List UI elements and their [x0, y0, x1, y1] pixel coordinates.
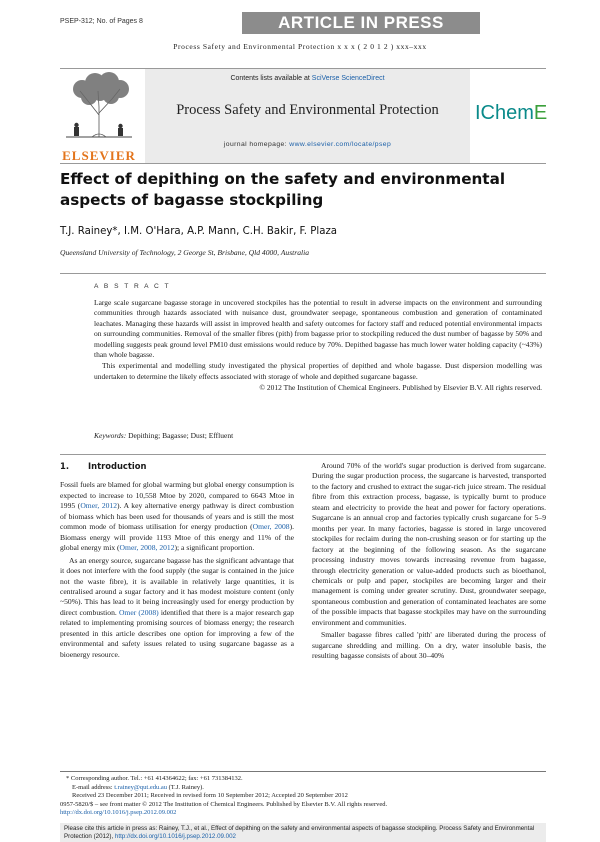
received-dates: Received 23 December 2011; Received in revised form 10 September 2012; Accepted 20 September 2012 — [72, 792, 348, 800]
citation-link[interactable]: Omer, 2012 — [80, 501, 118, 511]
sciencedirect-link[interactable]: SciVerse ScienceDirect — [311, 75, 385, 82]
top-strip — [0, 12, 600, 34]
intro-paragraph-3: Around 70% of the world's sugar production is derived from sugarcane. During the sugar production process, the sugarcane is harvested, transported to the factory and crushed to extract the sugar-rich juice stream. The residual fibre from this extraction process, bagasse, is typically burnt to produce steam and electricity to provide the heat and power for factory operations. Sugarcane is an annual crop and factories typically crush sugarcane for 5–9 months per year. In many factories, bagasse is stored in large uncovered stockpiles for reclaim during the non-crushing season or for starting up the factory at the beginning of the following season. As the sugarcane processing industry moves towards increasing revenue from bagasse, through electricity generation or value-added products such as bioethanol, chemicals or pulp and paper, stockpiles are becoming larger and their management is coming under greater scrutiny. Dust, groundwater seepage, spontaneous combustion and generation of contaminated leachates are some of the possible impacts that bagasse stockpiles may have on the surrounding environment and communities. — [312, 461, 546, 627]
keywords-label: Keywords: — [94, 431, 127, 440]
paper-title: Effect of depithing on the safety and environmental aspects of bagasse stockpiling — [60, 170, 506, 209]
keywords-list: Depithing; Bagasse; Dust; Effluent — [128, 431, 234, 440]
intro-paragraph-2 — [60, 556, 294, 661]
citation-link[interactable]: Omer, 2008 — [252, 522, 290, 532]
contents-prefix: Contents lists available at — [230, 75, 312, 82]
text-run: ). Biomass energy will provide 1193 Mtoe of this energy and 11% of the global energy mix ( — [60, 522, 294, 553]
citation-text: Please cite this article in press as: Rainey, T.J., et al., Effect of depithing on the safety and environmental aspects of bagasse stockpiling. Process Safety and Environmental Protection (2012), — [64, 825, 535, 840]
icheme-logo — [475, 98, 547, 128]
text-run: As an energy source, sugarcane bagasse has the significant advantage that it does not interfere with the food supply (the sugar is contained in the juice not the waste fibre), it is available in relatively large quantities, it is centralised around a sugar factory and it has modest moisture content (only ~50%). This has lead to it being increasingly used for energy production by direct combustion. — [60, 555, 294, 617]
body-column-right — [312, 461, 546, 664]
text-run: (T.J. Rainey). — [166, 783, 204, 791]
journal-homepage — [145, 141, 470, 148]
section-title: Introduction — [88, 461, 147, 471]
footnotes — [60, 771, 546, 818]
citation-box — [60, 823, 546, 842]
elsevier-wordmark: ELSEVIER — [62, 148, 136, 163]
journal-title: Process Safety and Environmental Protection — [176, 102, 439, 118]
text-run: Fossil fuels are blamed for global warming but global energy consumption is expected to increase to 10,558 Mtoe by 2020, compared to 6643 Mtoe in 1995 ( — [60, 480, 294, 511]
text-run: ). A key alternative energy pathway is direct combustion of biomass which has been used for thousands of years and is still the most common mode of biomass utilisation for energy production ( — [60, 501, 294, 532]
author-list: T.J. Rainey*, I.M. O'Hara, A.P. Mann, C.H. Bakir, F. Plaza — [60, 226, 338, 237]
section-heading-introduction — [60, 461, 294, 471]
intro-paragraph-1 — [60, 480, 294, 553]
homepage-link[interactable]: www.elsevier.com/locate/psep — [289, 141, 392, 148]
corresponding-author-note: * Corresponding author. Tel.: +61 414364622; fax: +61 731384132. — [66, 775, 243, 782]
text-run: identified that there is a major research gap related to implementing promising sources of biomass energy; the research presented in this article describes one option for improving a few of the environmental and safety issues related to using sugarcane bagasse as a bioenergy resource. — [60, 607, 295, 659]
abstract-block — [60, 273, 546, 455]
abstract-copyright: © 2012 The Institution of Chemical Engineers. Published by Elsevier B.V. All rights reserved. — [259, 383, 542, 393]
citation-link[interactable]: Omer (2008) — [118, 607, 159, 617]
journal-panel — [145, 69, 470, 163]
text-run: ); a significant proportion. — [174, 543, 255, 553]
icheme-logo-part1: IChem — [475, 102, 534, 124]
abstract-paragraph-2: This experimental and modelling study investigated the physical properties of depithed and whole bagasse. Dust dispersion modelling was undertaken to determine the likely effects associated with storage of whole and depithed sugarcane bagasse. — [94, 361, 542, 381]
contents-line — [145, 75, 470, 82]
abstract-text — [94, 298, 542, 395]
email-link[interactable]: t.rainey@qut.edu.au — [114, 783, 167, 791]
abstract-heading: A B S T R A C T — [94, 283, 171, 290]
abstract-paragraph-1: Large scale sugarcane bagasse storage in uncovered stockpiles has the potential to result in adverse impacts on the environment and surrounding communities through hazards associated with nuisance dust, groundwater seepage, spontaneous combustion and generation of contaminated leachates. Managing these hazards will assist in improved health and safety outcomes for factory staff and reduced potential environmental impacts on surrounding communities. Removal of the smaller fibres (pith) from bagasse prior to stockpiling reduced the dust number of bagasse by 50% and modelling suggests peak ground level PM10 dust emissions would reduce by 70%. Depithed bagasse has much lower water holding capacity (~43%) than whole bagasse. — [94, 298, 542, 360]
issn-line: 0957-5820/$ – see front matter © 2012 The Institution of Chemical Engineers. Published by Elsevier B.V. All rights reserved. — [60, 800, 388, 808]
body-column-left — [60, 461, 294, 662]
affiliation: Queensland University of Technology, 2 George St, Brisbane, Qld 4000, Australia — [60, 248, 310, 257]
icheme-logo-part2: E — [533, 102, 548, 124]
manuscript-id: PSEP-312; No. of Pages 8 — [60, 18, 143, 25]
elsevier-logo — [60, 69, 138, 161]
citation-doi-link[interactable]: http://dx.doi.org/10.1016/j.psep.2012.09.002 — [114, 833, 237, 840]
email-note — [60, 784, 546, 793]
section-number: 1. — [60, 461, 70, 471]
article-in-press-banner: ARTICLE IN PRESS — [242, 12, 480, 34]
running-head: Process Safety and Environmental Protection x x x ( 2 0 1 2 ) xxx–xxx — [173, 42, 427, 51]
text-run: E-mail address: — [72, 783, 115, 791]
doi-link[interactable]: http://dx.doi.org/10.1016/j.psep.2012.09.002 — [60, 809, 177, 817]
keywords — [94, 431, 233, 440]
homepage-prefix: journal homepage: — [223, 141, 290, 148]
citation-link[interactable]: Omer, 2008, 2012 — [119, 543, 175, 553]
intro-paragraph-4: Smaller bagasse fibres called 'pith' are liberated during the process of sugarcane shredding and milling. On a dry, water insoluble basis, the resulting bagasse consists of about 30–40% — [312, 630, 546, 661]
elsevier-tree-icon — [62, 71, 136, 139]
